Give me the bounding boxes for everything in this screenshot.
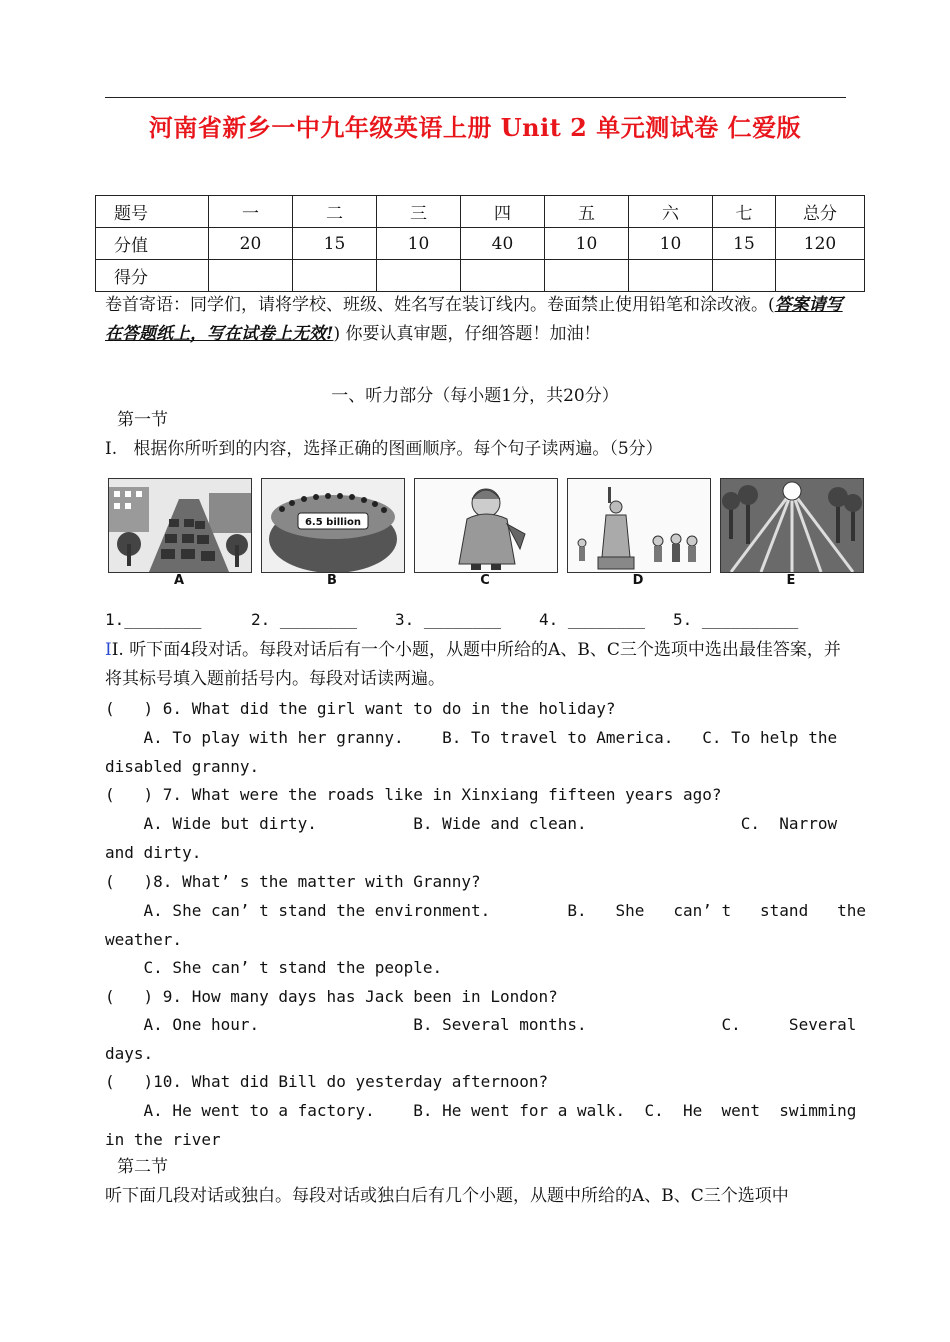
notice-tail: ) 你要认真审题，仔细答题！加油！ [333,324,601,344]
question-8-options: A. She can’ t stand the environment. B. She can’ t stand the [105,901,866,920]
answer-blank-4[interactable]: 4. ________ [539,610,645,629]
score-cell: 六 [629,196,713,228]
notice-text: 卷首寄语：同学们，请将学校、班级、姓名写在装订线内。卷面禁止使用铅笔和涂改液。( [105,295,775,315]
picture-label-d: D [632,573,644,588]
population-earth-picture [261,478,405,573]
answer-blank-2[interactable]: 2. ________ [251,610,357,629]
part2-heading: 第二节 [117,1157,168,1177]
score-cell: 10 [545,228,629,260]
score-cell[interactable] [461,260,545,292]
top-rule [105,97,846,98]
question-6-options: A. To play with her granny. B. To travel to America. C. To help the [105,728,838,747]
score-cell: 120 [776,228,865,260]
question-6-stem: ( ) 6. What did the girl want to do in the holiday? [105,699,616,718]
score-cell[interactable] [713,260,776,292]
statue-of-liberty-picture [567,478,711,573]
question-7-options: A. Wide but dirty. B. Wide and clean. C. Narrow [105,814,838,833]
question-10-options: A. He went to a factory. B. He went for a walk. C. He went swimming [105,1101,857,1120]
section-heading: 一、听力部分（每小题1分，共20分） [331,386,619,406]
score-table-row [96,228,865,260]
score-cell[interactable] [629,260,713,292]
old-woman-picture [414,478,558,573]
question-7-options-cont: and dirty. [105,843,202,862]
score-cell: 总分 [776,196,865,228]
score-cell[interactable] [776,260,865,292]
question-8-options-cont: weather. [105,930,183,949]
score-cell[interactable] [545,260,629,292]
part2-instructions: 听下面几段对话或独白。每段对话或独白后有几个小题，从题中所给的A、B、C三个选项中 [105,1186,789,1206]
question-9-options: A. One hour. B. Several months. C. Several [105,1015,857,1034]
question-10-options-cont: in the river [105,1130,221,1149]
score-cell: 15 [713,228,776,260]
q1-instructions: I. 根据你所听到的内容，选择正确的图画顺序。每个句子读两遍。（5分） [105,439,663,459]
sun-trees-picture [720,478,864,573]
question-10-stem: ( )10. What did Bill do yesterday afternoon? [105,1072,549,1091]
score-cell: 20 [209,228,293,260]
score-table-row [96,260,865,292]
answer-blank-1[interactable]: 1.________ [105,610,202,629]
picture-label-e: E [786,573,796,588]
score-row-header: 分值 [96,228,209,260]
score-cell: 15 [293,228,377,260]
notice-emphasis-1: 答 [774,295,792,315]
question-9-options-cont: days. [105,1044,154,1063]
question-7-stem: ( ) 7. What were the roads like in Xinxiang fifteen years ago? [105,785,722,804]
score-cell: 40 [461,228,545,260]
notice-emphasis-2: 案请写在答题纸上，写在试卷上无效! [105,295,843,344]
picture-label-a: A [173,573,185,588]
notice-paragraph [105,291,846,349]
score-table-row [96,196,865,228]
score-cell[interactable] [293,260,377,292]
answer-blank-3[interactable]: 3. ________ [395,610,501,629]
score-cell[interactable] [209,260,293,292]
question-8-stem: ( )8. What’ s the matter with Granny? [105,872,481,891]
q2-instructions [105,636,846,694]
question-8-option-c: C. She can’ t stand the people. [105,958,443,977]
score-cell: 10 [629,228,713,260]
q2-instructions-text: I. 听下面4段对话。每段对话后有一个小题，从题中所给的A、B、C三个选项中选出最佳答案，并将其标号填入题前括号内。每段对话读两遍。 [105,640,841,689]
traffic-jam-picture [108,478,252,573]
answer-blank-5[interactable]: 5. __________ [673,610,799,629]
q2-roman-prefix: I [105,640,112,660]
score-cell: 10 [377,228,461,260]
score-cell[interactable] [377,260,461,292]
score-cell: 五 [545,196,629,228]
population-caption: 6.5 billion [304,517,362,528]
score-cell: 三 [377,196,461,228]
document-title: 河南省新乡一中九年级英语上册 Unit 2 单元测试卷 仁爱版 [148,113,802,142]
score-cell: 七 [713,196,776,228]
question-6-options-cont: disabled granny. [105,757,260,776]
score-cell: 二 [293,196,377,228]
question-9-stem: ( ) 9. How many days has Jack been in London? [105,987,558,1006]
score-cell: 四 [461,196,545,228]
picture-strip [108,478,848,588]
score-row-header: 得分 [96,260,209,292]
picture-label-c: C [480,573,490,588]
score-table [95,195,865,292]
part1-heading: 第一节 [117,410,168,430]
score-cell: 一 [209,196,293,228]
score-row-header: 题号 [96,196,209,228]
picture-label-b: B [327,573,337,588]
